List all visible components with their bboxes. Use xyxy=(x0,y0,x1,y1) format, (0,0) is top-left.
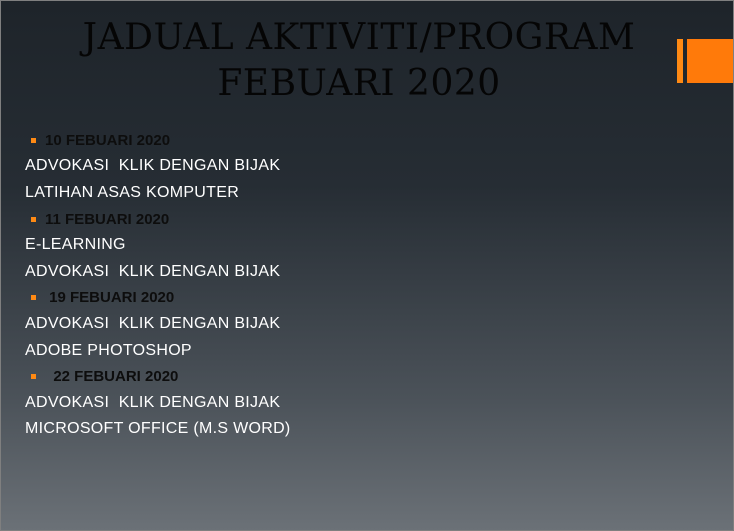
schedule-item xyxy=(25,390,645,416)
schedule-item xyxy=(25,311,645,337)
schedule-date xyxy=(25,364,645,390)
item-label: ADVOKASI KLIK DENGAN BIJAK xyxy=(25,262,281,280)
square-bullet-icon xyxy=(31,295,36,300)
schedule-item xyxy=(25,153,645,179)
date-label: 10 FEBUARI 2020 xyxy=(45,131,171,149)
item-label: ADOBE PHOTOSHOP xyxy=(25,341,192,359)
accent-bar-thick xyxy=(687,39,734,83)
item-label: LATIHAN ASAS KOMPUTER xyxy=(25,183,240,201)
schedule-list xyxy=(25,127,645,443)
slide-title xyxy=(41,15,677,107)
item-label: ADVOKASI KLIK DENGAN BIJAK xyxy=(25,157,281,175)
square-bullet-icon xyxy=(31,138,36,143)
schedule-item xyxy=(25,258,645,284)
item-label: ADVOKASI KLIK DENGAN BIJAK xyxy=(25,315,281,333)
schedule-item xyxy=(25,180,645,206)
date-label: 11 FEBUARI 2020 xyxy=(45,210,170,228)
schedule-date xyxy=(25,285,645,311)
schedule-item xyxy=(25,416,645,442)
schedule-date xyxy=(25,206,645,232)
title-line-2: FEBUARI 2020 xyxy=(217,63,501,104)
date-label: 19 FEBUARI 2020 xyxy=(45,289,175,307)
item-label: ADVOKASI KLIK DENGAN BIJAK xyxy=(25,394,281,412)
title-line-1: JADUAL AKTIVITI/PROGRAM xyxy=(82,17,636,58)
item-label: MICROSOFT OFFICE (M.S WORD) xyxy=(25,420,291,438)
schedule-item xyxy=(25,232,645,258)
square-bullet-icon xyxy=(31,374,36,379)
schedule-item xyxy=(25,337,645,363)
item-label: E-LEARNING xyxy=(25,236,126,254)
square-bullet-icon xyxy=(31,217,36,222)
schedule-date xyxy=(25,127,645,153)
date-label: 22 FEBUARI 2020 xyxy=(45,368,179,386)
accent-bar-thin xyxy=(677,39,683,83)
